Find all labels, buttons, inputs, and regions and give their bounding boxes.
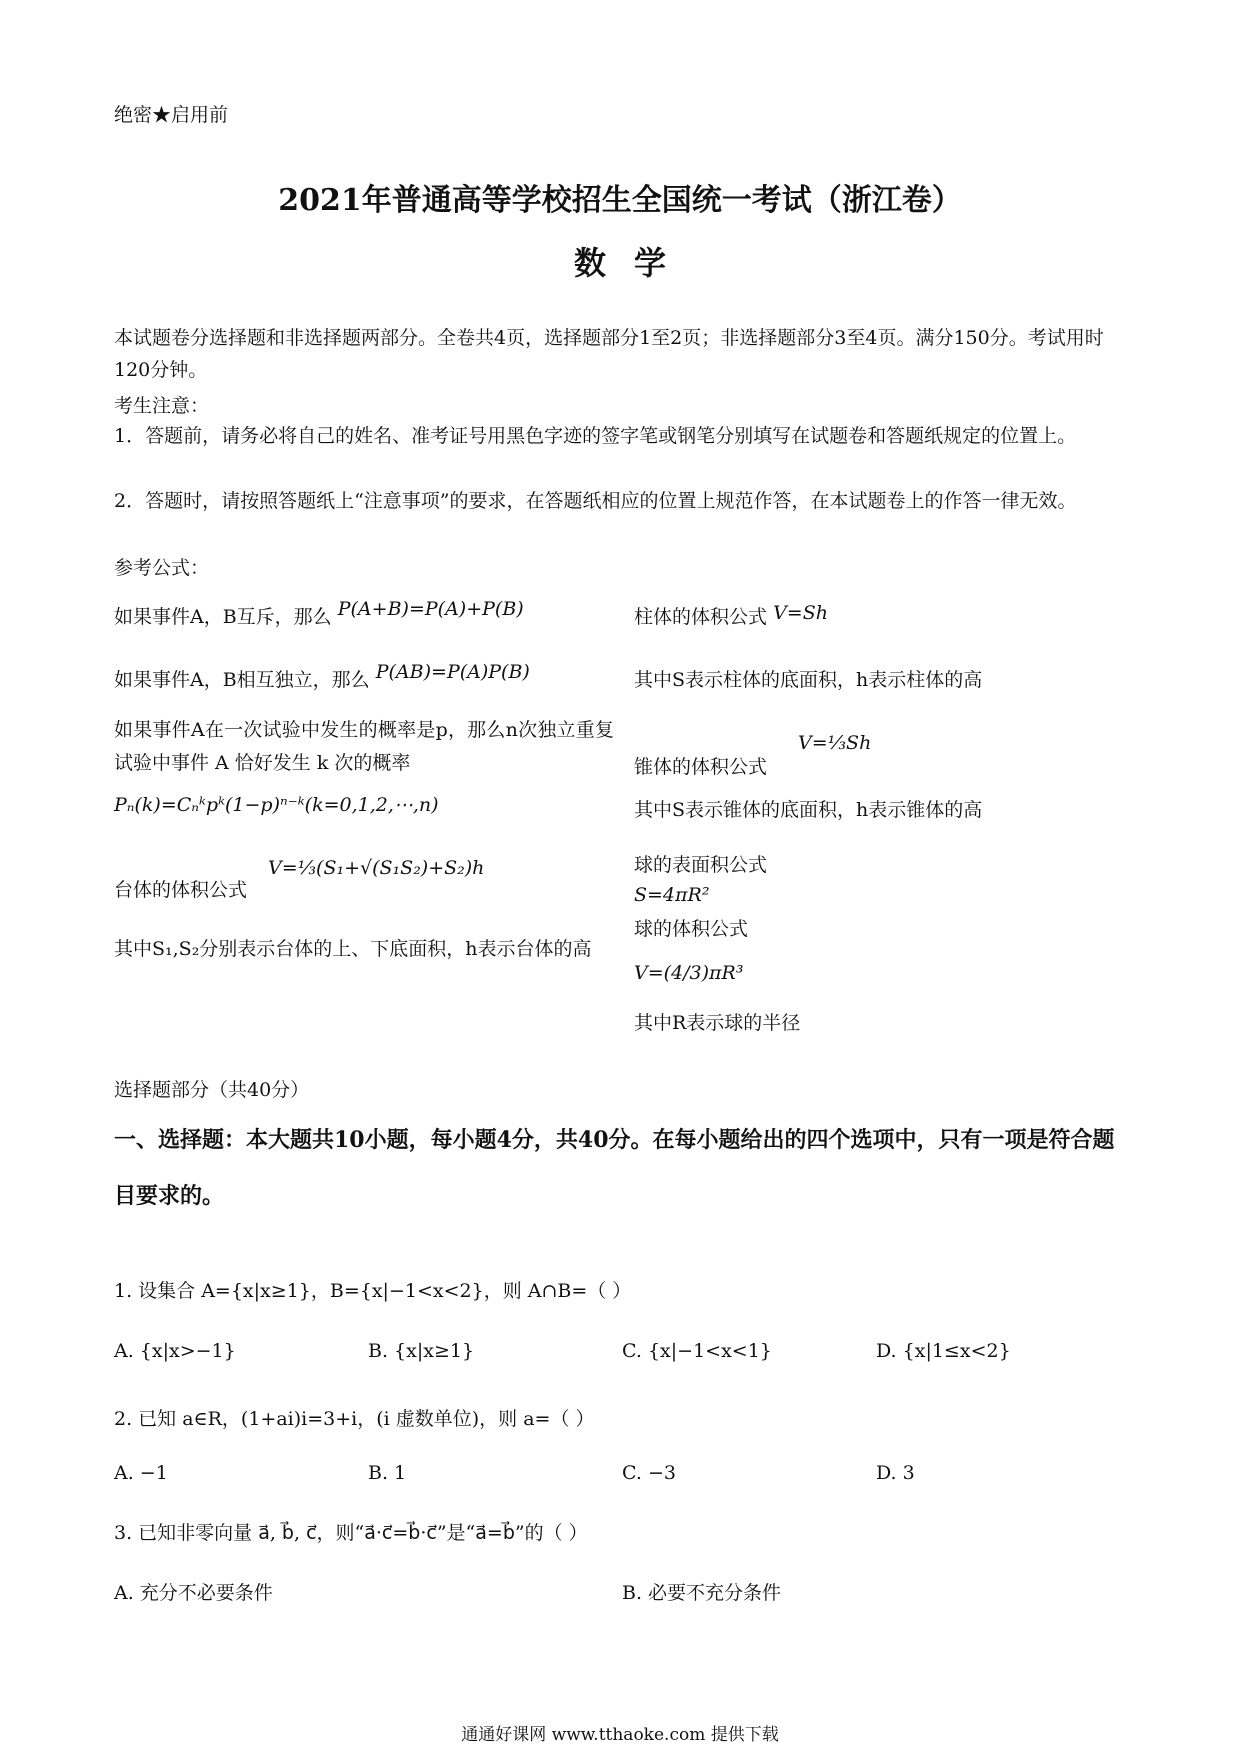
notice-item-1: 1．答题前，请务必将自己的姓名、准考证号用黑色字迹的签字笔或钢笔分别填写在试题卷和答题纸规定的位置上。 (114, 425, 1077, 447)
formula-text: 如果事件A，B相互独立，那么 (114, 669, 370, 691)
formula-sphere-area-math: S=4πR² (634, 884, 710, 906)
formula-frustum-math: V=⅓(S₁+√(S₁S₂)+S₂)h (268, 857, 485, 879)
question-2-option-a: A. −1 (114, 1462, 168, 1484)
question-2-option-c: C. −3 (622, 1462, 676, 1484)
footer-credit: 通通好课网 www.tthaoke.com 提供下载 (461, 1725, 779, 1745)
formula-text: 柱体的体积公式 (634, 606, 768, 628)
question-2-stem: 2. 已知 a∈R，(1+ai)i=3+i，(i 虚数单位)，则 a=（ ） (114, 1408, 595, 1430)
formula-sphere-note: 其中R表示球的半径 (634, 1012, 801, 1034)
formula-cone-note: 其中S表示锥体的底面积，h表示锥体的高 (634, 799, 983, 821)
formula-frustum-label: 台体的体积公式 (114, 879, 248, 901)
formula-frustum-note: 其中S₁,S₂分别表示台体的上、下底面积，h表示台体的高 (114, 938, 592, 960)
notice-heading: 考生注意： (114, 395, 210, 417)
question-1-option-d: D. {x|1≤x<2} (876, 1340, 1011, 1362)
formula-text: 如果事件A，B互斥，那么 (114, 606, 332, 628)
question-1-stem: 1. 设集合 A={x|x≥1}，B={x|−1<x<2}，则 A∩B=（ ） (114, 1280, 632, 1302)
formula-independent (114, 661, 614, 695)
question-1-option-a: A. {x|x>−1} (114, 1340, 236, 1362)
formula-heading: 参考公式： (114, 557, 210, 579)
question-1-option-c: C. {x|−1<x<1} (622, 1340, 772, 1362)
section-part-label: 选择题部分（共40分） (114, 1079, 310, 1101)
question-3-stem: 3. 已知非零向量 a⃗, b⃗, c⃗，则“a⃗·c⃗=b⃗·c⃗”是“a⃗=b⃗”的（ ） (114, 1522, 588, 1544)
formula-sphere-volume-math: V=(4/3)πR³ (634, 962, 744, 984)
formula-prism-note: 其中S表示柱体的底面积，h表示柱体的高 (634, 669, 983, 691)
formula-sphere-area-label: 球的表面积公式 (634, 854, 768, 876)
question-2-option-b: B. 1 (368, 1462, 407, 1484)
subject-title: 数学 (573, 244, 694, 282)
formula-math: P(AB)=P(A)P(B) (375, 661, 530, 683)
formula-mutually-exclusive (114, 598, 614, 632)
question-3-option-b: B. 必要不充分条件 (622, 1582, 782, 1604)
notice-item-2: 2．答题时，请按照答题纸上“注意事项”的要求，在答题纸相应的位置上规范作答，在本试题卷上的作答一律无效。 (114, 490, 1077, 512)
secret-label: 绝密★启用前 (114, 104, 229, 126)
formula-cone-math: V=⅓Sh (798, 732, 872, 754)
formula-sphere-volume-label: 球的体积公式 (634, 918, 749, 940)
formula-binomial-text: 如果事件A在一次试验中发生的概率是p，那么n次独立重复试验中事件 A 恰好发生 k 次的概率 (114, 719, 614, 774)
exam-title: 2021年普通高等学校招生全国统一考试（浙江卷） (278, 183, 962, 218)
question-2-option-d: D. 3 (876, 1462, 915, 1484)
formula-binomial-math: Pₙ(k)=Cₙᵏpᵏ(1−p)ⁿ⁻ᵏ(k=0,1,2,⋯,n) (114, 794, 439, 816)
question-1-option-b: B. {x|x≥1} (368, 1340, 475, 1362)
formula-cone-label: 锥体的体积公式 (634, 756, 768, 778)
intro-paragraph: 本试题卷分选择题和非选择题两部分。全卷共4页，选择题部分1至2页；非选择题部分3至4页。满分150分。考试用时120分钟。 (114, 327, 1104, 381)
question-3-option-a: A. 充分不必要条件 (114, 1582, 273, 1604)
formula-math: P(A+B)=P(A)+P(B) (337, 598, 524, 620)
formula-math: V=Sh (773, 602, 828, 624)
section-heading: 一、选择题：本大题共10小题，每小题4分，共40分。在每小题给出的四个选项中，只有一项是符合题目要求的。 (114, 1127, 1115, 1209)
formula-prism (634, 602, 1114, 632)
